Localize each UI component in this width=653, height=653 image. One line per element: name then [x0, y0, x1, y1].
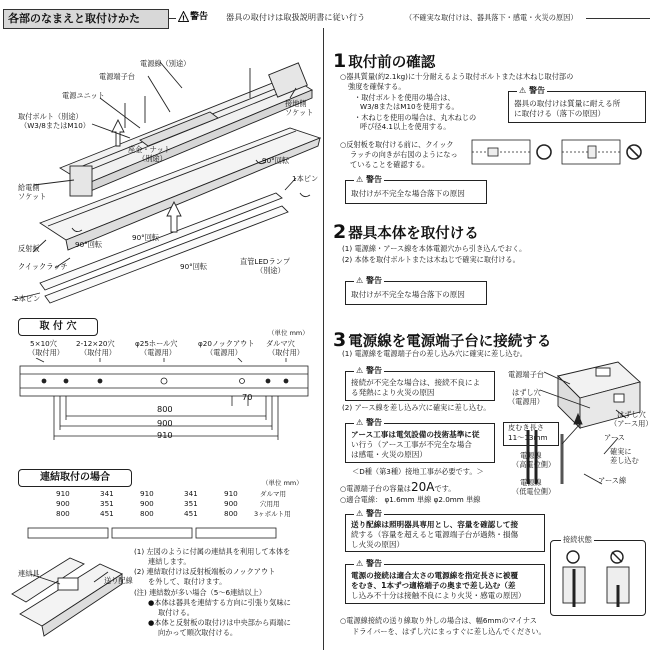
hole-label-1b: （取付用）	[28, 348, 64, 357]
sec3-warning-3-line1: 送り配線は照明器具専用とし、容量を確認して接	[351, 520, 519, 529]
linked-note-1b: 連結します。	[148, 557, 191, 566]
sec3-capacity-pre: ○電源端子台の容量は	[340, 484, 411, 493]
linked-note-3: (注) 連結数が多い場合（5〜6連結以上）	[134, 588, 267, 597]
hole-label-5a: ダルマ穴	[266, 339, 295, 348]
label-rotate-90-d: 90°回転	[180, 262, 208, 271]
linked-note-3a2: 取付ける。	[158, 608, 194, 617]
sec3-warning-1-label-text: 警告	[365, 366, 382, 375]
section-1-number: 1	[333, 50, 347, 72]
sec1-p1b: 強度を確保する。	[348, 82, 406, 91]
sec3-warning-1-line2: る発熱により火災の原因	[351, 388, 435, 397]
dim-910: 910	[157, 430, 173, 440]
sec3-capacity-post: です。	[434, 484, 456, 493]
hole-label-5b: （取付用）	[268, 348, 304, 357]
sec3-p2: (2) アース線を差し込み穴に確実に差し込む。	[342, 403, 491, 412]
section-3-title	[333, 329, 551, 351]
svg-text:!: !	[181, 14, 186, 22]
warning-triangle-icon	[178, 11, 189, 22]
sec1-p4c: ていることを確認する。	[350, 160, 430, 169]
label-washer-nut-note: （別途）	[138, 154, 167, 163]
sec3-warning-4-line3: し込み不十分は接触不良により火災・感電の原因）	[351, 591, 526, 600]
quick-latch-orientation-diagram	[468, 134, 648, 170]
label-feed-socket-1: 給電側	[18, 183, 40, 192]
sec1-warning-1-line1: 器具の取付けは質量に耐える所	[514, 99, 621, 108]
hole-label-3b: （電源用）	[140, 348, 176, 357]
linked-note-3a: ●本体は器具を連結する方向に引張り気味に	[148, 598, 291, 607]
sec3-warning-1-label: ⚠ 警告	[356, 366, 382, 375]
linked-r2-c4: 351	[184, 499, 198, 508]
section-1-title	[333, 50, 435, 72]
label-quick-latch: クイックラッチ	[18, 262, 68, 271]
sec1-p3: ・木ねじを使用の場合は、丸木ねじの	[354, 113, 477, 122]
sec1-warning-2-label-text: 警告	[365, 175, 382, 184]
linked-dimension-table	[48, 489, 291, 524]
label-one-pin: 1本ピン	[292, 174, 319, 183]
label-connector: 連結具	[18, 569, 40, 578]
sec1-warning-2-label: ⚠ 警告	[356, 175, 382, 184]
sec3-warning-box-2	[345, 418, 495, 463]
hole-label-2a: 2-12×20穴	[76, 339, 115, 348]
label-release-4: （アース用）	[610, 419, 653, 428]
linked-r2-c5: 900	[224, 499, 238, 508]
sec1-p3b: 呼び径4.1以上を使用する。	[360, 122, 451, 131]
linked-lab-2: 穴用用	[260, 500, 280, 508]
linked-lab-1: ダルマ用	[260, 490, 286, 498]
label-power-lo-1: 電源線	[520, 478, 542, 487]
sec3-wire-spec: ○適合電線： φ1.6mm 単線 φ2.0mm 単線	[340, 495, 481, 504]
label-release-1: はずし穴	[512, 388, 541, 397]
sec3-warning-2-label-text: 警告	[365, 418, 382, 427]
hole-label-3a: φ25ホール穴	[135, 339, 178, 348]
sec3-capacity-line	[340, 481, 455, 495]
linked-connector-diagram	[10, 544, 128, 644]
section-3-number: 3	[333, 329, 347, 351]
sec3-warning-4-label-text: 警告	[365, 559, 382, 568]
label-power-lo-2: （低電位側）	[512, 487, 556, 496]
hole-label-4b: （電源用）	[206, 348, 242, 357]
linked-lab-3: 3ヶボルト用	[254, 510, 291, 518]
label-led-lamp-note: （別途）	[256, 266, 285, 275]
linked-note-3b2: 向かって順次取付ける。	[158, 628, 238, 637]
dim-800: 800	[157, 404, 173, 414]
linked-section-title: 連結取付の場合	[18, 469, 132, 487]
column-divider	[323, 28, 324, 650]
linked-r1-c1: 910	[56, 489, 70, 498]
connection-state-label: 接続状態	[563, 535, 592, 544]
connection-state-diagram	[555, 549, 641, 611]
label-ground-socket-1: 接地側	[285, 99, 307, 108]
label-release-2: （電源用）	[508, 397, 544, 406]
section-2-title	[333, 221, 479, 243]
section-header-title: 各部のなまえと取付けかた	[3, 9, 169, 29]
sec3-warning-2-label: ⚠ 警告	[356, 418, 382, 427]
sec2-p1: (1) 電源線・アース線を本体電源穴から引き込んでおく。	[342, 244, 527, 253]
sec3-footer-1: ○電源線接続の送り線取り外しの場合は、幅6mmのマイナス	[340, 616, 537, 625]
sec3-warning-1-line1: 接続が不完全な場合は、接続不良によ	[351, 378, 481, 387]
linked-r3-c5: 800	[224, 509, 238, 518]
linked-r3-c1: 800	[56, 509, 70, 518]
linked-note-3b: ●本体と反射板の取付けは中央部から両端に	[148, 618, 291, 627]
label-feed-socket-2: ソケット	[18, 192, 47, 201]
sec3-warning-2-line2: い行う（アース工事が不完全な場合	[351, 440, 472, 449]
label-bolt-size: （W3/8またはM10）	[20, 121, 90, 130]
section-2-heading: 器具本体を取付ける	[348, 226, 479, 242]
sec2-warning-label: ⚠ 警告	[356, 276, 382, 285]
label-ground-socket-2: ソケット	[285, 108, 314, 117]
linked-r3-c2: 451	[100, 509, 114, 518]
hole-label-4a: φ20ノックアウト	[198, 339, 255, 348]
header-warning-text: 器具の取付けは取扱説明書に従い行う	[226, 12, 366, 22]
header-rule-right	[586, 18, 650, 19]
sec1-warning-box-2	[345, 175, 487, 204]
label-release-3: はずし穴	[617, 410, 646, 419]
sec1-warning-box-1	[508, 86, 646, 123]
dim-900: 900	[157, 418, 173, 428]
sec3-p1: (1) 電源線を電源端子台の差し込み穴に確実に差し込む。	[342, 349, 527, 358]
sec1-warning-1-line2: に取付ける（落下の原因）	[514, 109, 606, 118]
strip-length-value: 11〜13mm	[508, 433, 548, 442]
label-earth-wire: アース線	[598, 476, 627, 485]
label-power-unit: 電源ユニット	[62, 91, 105, 100]
label-rotate-90-a: 90°回転	[262, 156, 290, 165]
header-warning-label: 警告	[190, 12, 209, 22]
sec2-warning-label-text: 警告	[365, 276, 382, 285]
label-power-hi-2: （高電位側）	[512, 460, 556, 469]
linked-r1-c5: 910	[224, 489, 238, 498]
sec3-warning-2-line1: アース工事は電気設備の技術基準に従	[351, 430, 480, 439]
label-washer-nut: 座金・ナット	[128, 145, 171, 154]
hole-label-2b: （取付用）	[80, 348, 116, 357]
linked-r2-c2: 351	[100, 499, 114, 508]
label-earth: アース	[604, 433, 625, 442]
linked-r2-c3: 900	[140, 499, 154, 508]
sec3-warning-3-label: ⚠ 警告	[356, 509, 382, 518]
label-insert-1: 確実に	[610, 447, 632, 456]
sec1-p4b: ラッチの向きが右図のようになっ	[350, 150, 458, 159]
strip-length-label: 皮むき長さ	[508, 423, 544, 432]
linked-note-1: (1) 左図のように付属の連結具を利用して本体を	[134, 547, 291, 556]
label-led-lamp: 直管LEDランプ	[240, 257, 291, 266]
linked-r1-c4: 341	[184, 489, 198, 498]
hole-label-1a: 5×10穴	[30, 339, 57, 348]
sec2-p2: (2) 本体を取付ボルトまたは木ねじで確実に取付ける。	[342, 255, 520, 264]
section-1-heading: 取付前の確認	[348, 55, 436, 71]
linked-fixtures-bar	[20, 524, 310, 542]
holes-unit: （単位 mm）	[268, 329, 309, 337]
sec3-warning-2-line3: は感電・火災の原因）	[351, 450, 427, 459]
label-rotate-90-b: 90°回転	[75, 240, 103, 249]
sec3-warning-4-line2: をむき、1本ずつ適格端子の奥まで差し込む（差	[351, 581, 516, 590]
connection-state-box	[550, 535, 646, 616]
label-power-hi-1: 電源線	[520, 451, 542, 460]
dim-70: 70	[242, 392, 253, 402]
linked-r1-c2: 341	[100, 489, 114, 498]
label-terminal-block: 電源端子台	[99, 72, 135, 81]
sec2-warning-text: 取付けが不完全な場合落下の原因	[351, 290, 465, 299]
linked-r2-c1: 900	[56, 499, 70, 508]
sec1-warning-1-label: ⚠ 警告	[519, 86, 545, 95]
sec3-footer-2: ドライバーを、はずし穴にまっすぐに差し込んでください。	[352, 627, 546, 636]
sec3-warning-box-4	[345, 559, 545, 604]
label-tb: 電源端子台	[508, 370, 544, 379]
sec1-warning-1-label-text: 警告	[528, 86, 545, 95]
sec3-warning-4-line1: 電源の接続は適合太さの電源線を指定長さに被覆	[351, 571, 519, 580]
sec3-warning-4-label: ⚠ 警告	[356, 559, 382, 568]
sec3-warning-3-line2: 続する（容量を超えると電源端子台が過熱・損傷	[351, 530, 519, 539]
sec1-p4: ○反射板を取付ける前に、クイック	[340, 140, 454, 149]
sec1-warning-2-text: 取付けが不完全な場合落下の原因	[351, 189, 465, 198]
linked-note-2: (2) 連結取付けは反射板端板のノックアウト	[134, 567, 276, 576]
linked-unit: （単位 mm）	[262, 479, 303, 487]
label-rotate-90-c: 90°回転	[132, 233, 160, 242]
sec3-warning-3-line3: し火災の原因）	[351, 540, 405, 549]
linked-r3-c4: 451	[184, 509, 198, 518]
header-warning-note: （不確実な取付けは、器具落下・感電・火災の原因）	[405, 13, 578, 22]
label-insert-2: 差し込む	[610, 456, 639, 465]
sec3-warning-box-1	[345, 366, 495, 401]
sec3-d-class: ＜D種（第3種）接地工事が必要です。＞	[352, 467, 484, 476]
label-mounting-bolt: 取付ボルト（別途）	[18, 112, 83, 121]
section-3-heading: 電源線を電源端子台に接続する	[348, 334, 552, 350]
linked-r3-c3: 800	[140, 509, 154, 518]
label-power-line: 電源線（別途）	[140, 59, 191, 68]
sec1-p2b: W3/8またはM10を使用する。	[360, 102, 459, 111]
sec1-p1: ○器具質量(約2.1kg)に十分耐えるよう取付ボルトまたは木ねじ取付部の	[340, 72, 574, 81]
holes-section-title: 取 付 穴	[18, 318, 98, 336]
sec1-p2: ・取付ボルトを使用の場合は、	[354, 93, 455, 102]
label-two-pin: 2本ピン	[14, 294, 41, 303]
linked-r1-c3: 910	[140, 489, 154, 498]
sec3-capacity-value: 20A	[410, 480, 435, 494]
label-feed-wiring: 送り配線	[104, 576, 133, 585]
linked-note-2b: を外して、取付けます。	[148, 577, 227, 586]
label-reflector: 反射板	[18, 244, 40, 253]
sec2-warning-box	[345, 276, 487, 305]
sec3-warning-3-label-text: 警告	[365, 509, 382, 518]
header-rule	[168, 18, 176, 19]
section-2-number: 2	[333, 221, 347, 243]
